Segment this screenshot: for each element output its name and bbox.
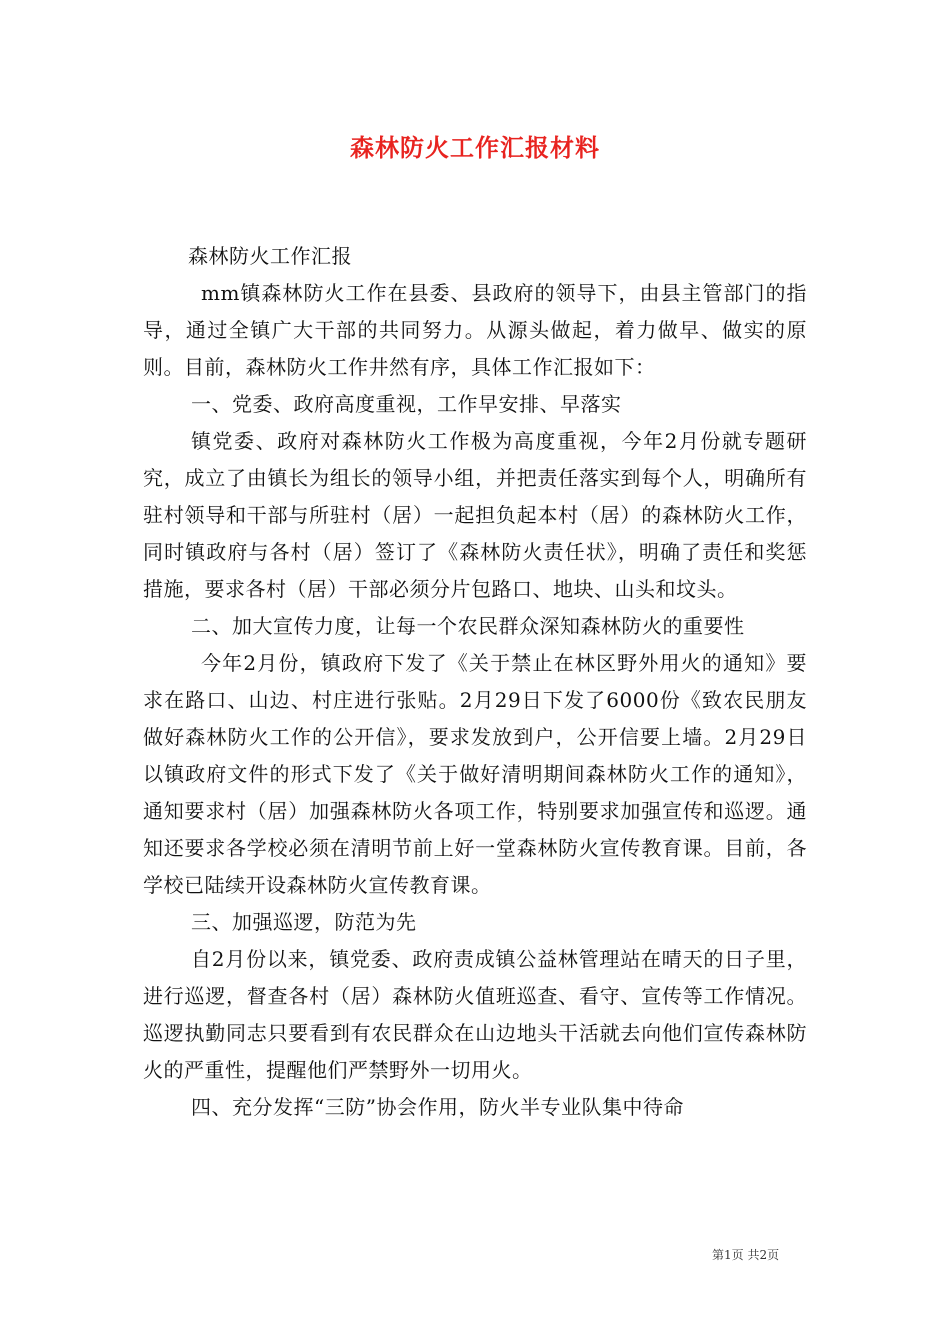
- section-paragraph-2: 今年2月份，镇政府下发了《关于禁止在林区野外用火的通知》要求在路口、山边、村庄进行张贴。2月29日下发了6000份《致农民朋友做好森林防火工作的公开信》，要求发放到户，公开信要上墙。2月29日以镇政府文件的形式下发了《关于做好清明期间森林防火工作的通知》，通知要求村（居）加强森林防火各项工作，特别要求加强宣传和巡逻。通知还要求各学校必须在清明节前上好一堂森林防火宣传教育课。目前，各学校已陆续开设森林防火宣传教育课。: [143, 651, 807, 897]
- section-paragraph-1: 镇党委、政府对森林防火工作极为高度重视，今年2月份就专题研究，成立了由镇长为组长的领导小组，并把责任落实到每个人，明确所有驻村领导和干部与所驻村（居）一起担负起本村（居）的森林防火工作，同时镇政府与各村（居）签订了《森林防火责任状》，明确了责任和奖惩措施，要求各村（居）干部必须分片包路口、地块、山头和坟头。: [143, 429, 807, 601]
- section-heading-1: 一、党委、政府高度重视，工作早安排、早落实: [191, 392, 622, 416]
- section-paragraph-3: 自2月份以来，镇党委、政府责成镇公益林管理站在晴天的日子里，进行巡逻，督查各村（居）森林防火值班巡查、看守、宣传等工作情况。巡逻执勤同志只要看到有农民群众在山边地头干活就去向他们宣传森林防火的严重性，提醒他们严禁野外一切用火。: [143, 947, 807, 1082]
- section-heading-3: 三、加强巡逻，防范为先: [191, 910, 417, 934]
- intro-paragraph: mm镇森林防火工作在县委、县政府的领导下，由县主管部门的指导，通过全镇广大干部的共同努力。从源头做起，着力做早、做实的原则。目前，森林防火工作井然有序，具体工作汇报如下：: [143, 281, 807, 379]
- page-number: 第1页 共2页: [712, 1248, 780, 1262]
- document-title: 森林防火工作汇报材料: [350, 133, 600, 162]
- document-body: [143, 238, 807, 1126]
- section-heading-4: 四、充分发挥“三防”协会作用，防火半专业队集中待命: [191, 1095, 684, 1119]
- report-heading: 森林防火工作汇报: [188, 244, 352, 268]
- section-heading-2: 二、加大宣传力度，让每一个农民群众深知森林防火的重要性: [191, 614, 745, 638]
